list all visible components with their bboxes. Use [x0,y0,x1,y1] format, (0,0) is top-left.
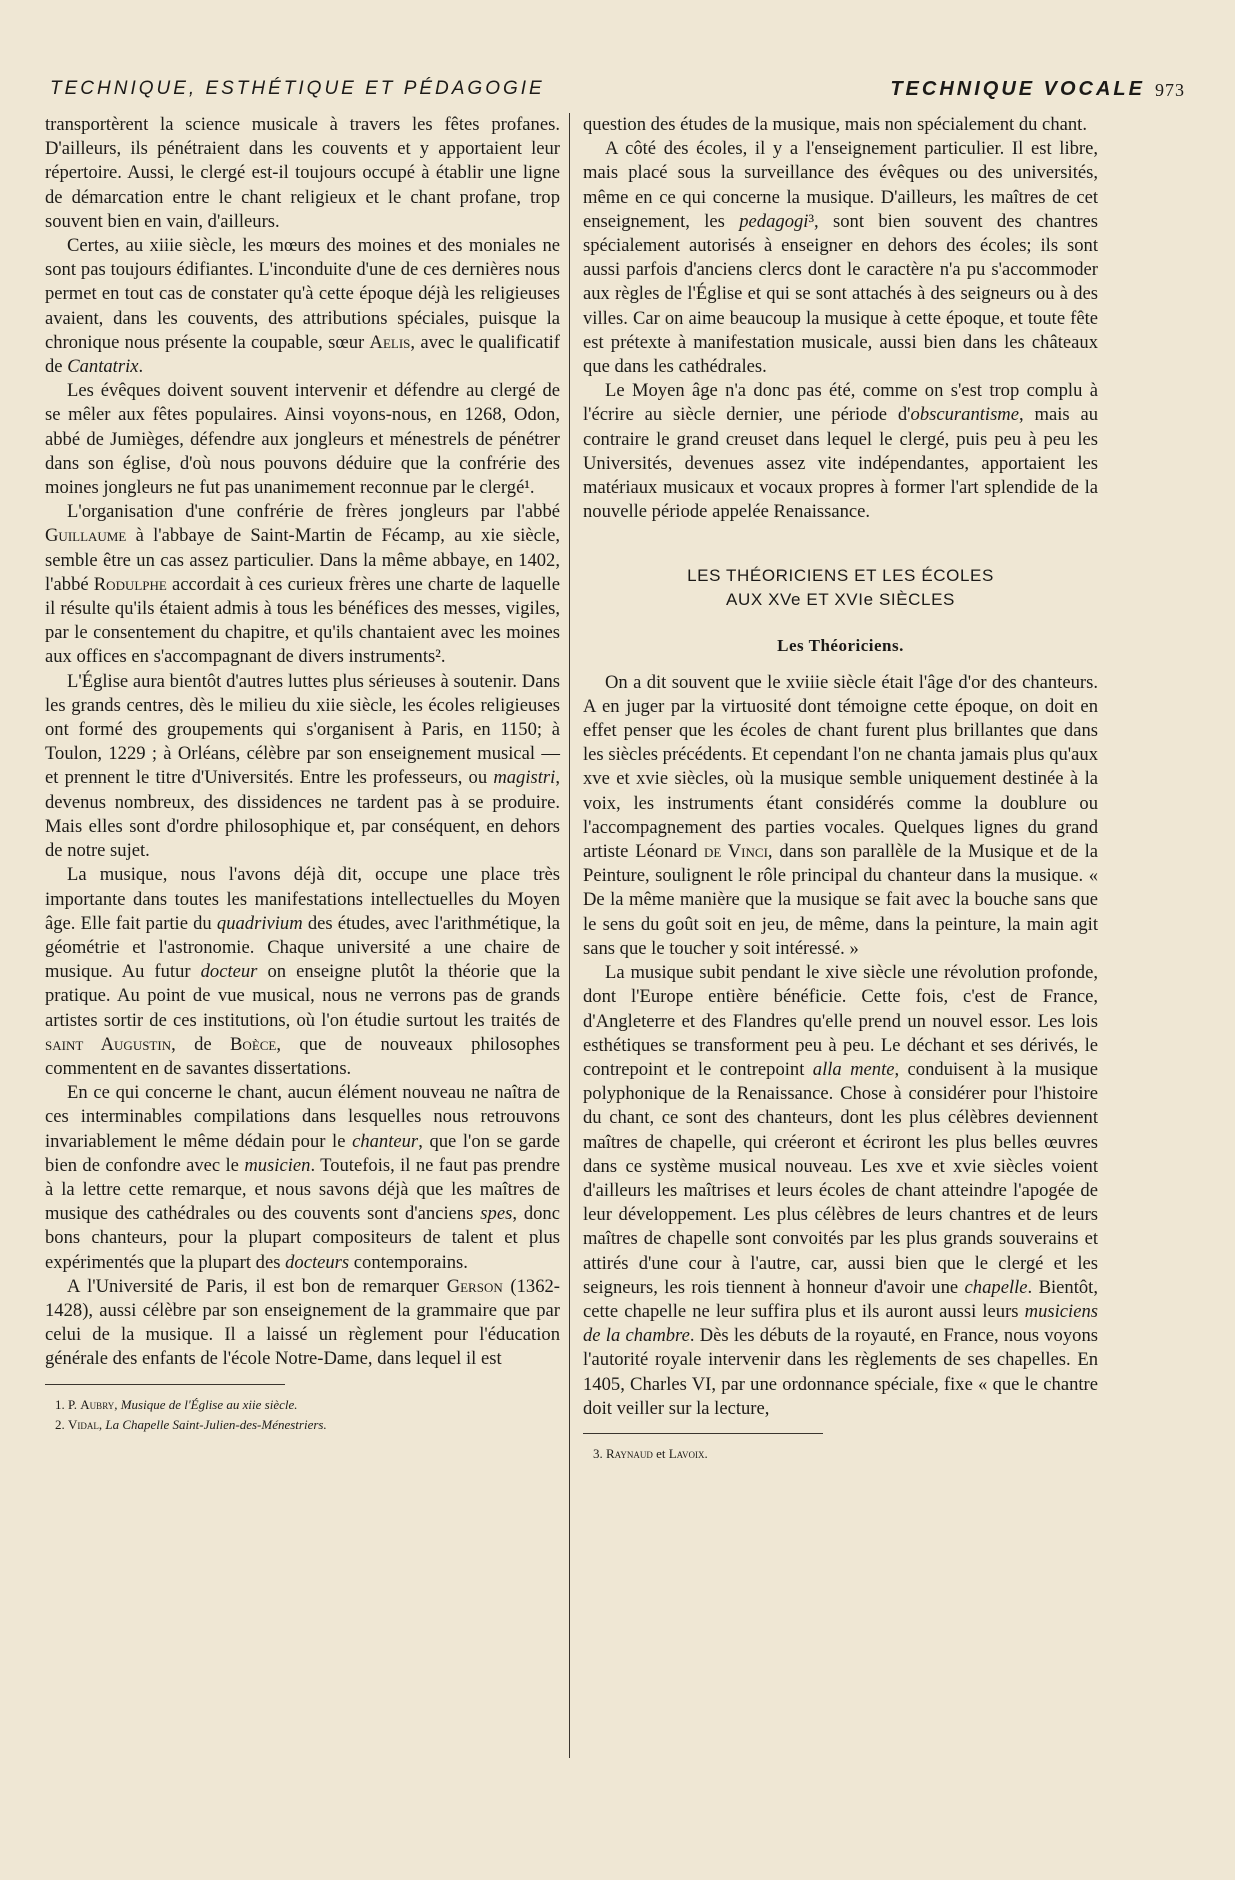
person-name: Guillaume [45,525,127,547]
running-title-left: TECHNIQUE, ESTHÉTIQUE ET PÉDAGOGIE [50,78,545,99]
column-divider [569,113,570,1758]
paragraph: Les évêques doivent souvent intervenir et défendre au clergé de se mêler aux fêtes populaires. Ainsi voyons-nous, en 1268, Odon, abbé de Jumièges, défendre aux jongleurs et ménestrels de pénétrer dans son église, d'où nous pouvons déduire que la confrérie des moines jongleurs ne fut pas unanimement reconnue par le clergé¹. [45,380,560,499]
paragraph: L'Église aura bientôt d'autres luttes plus sérieuses à soutenir. Dans les grands centres, dès le milieu du xiie siècle, les écoles religieuses ont formé des groupements qui s'organisent à Paris, en 1150; à Toulon, 1229 ; à Orléans, célèbre par son enseignement musical — et prennent le titre d'Universités. Entre les professeurs, ou magistri, devenus nombreux, des dissidences ne tardent pas à se produire. Mais elles sont d'ordre philosophique et, par conséquent, en dehors de notre sujet. [45,670,560,862]
page-header [50,78,1185,108]
right-column [583,113,1098,1464]
paragraph: La musique subit pendant le xive siècle une révolution profonde, dont l'Europe entière bénéficie. Cette fois, c'est de France, d'Angleterre et des Flandres qu'elle prend un nouvel essor. Les lois esthétiques se transforment peu à peu. Le déchant et ses dérivés, le contrepoint et le contrepoint alla mente, conduisent à la musique polyphonique de la Renaissance. Chose à considérer pour l'histoire du chant, ce sont des chanteurs, dont les plus célèbres deviennent maîtres de chapelle, qui créeront et écriront les plus belles œuvres dans ce système musical nouveau. Les xve et xvie siècles voient d'ailleurs les maîtrises et leurs écoles de chant atteindre l'apogée de leur développement. Les plus célèbres de leurs chantres et de leurs maîtres de chapelle sont convoités par les plus grands souverains et attirés d'une cour à l'autre, car, aussi bien que le clergé et les seigneurs, les rois tiennent à honneur d'avoir une chapelle. Bientôt, cette chapelle ne leur suffira plus et ils auront aussi leurs musiciens de la chambre. Dès les débuts de la royauté, en France, nous voyons l'autorité royale intervenir dans les règlements de ses chapelles. En 1405, Charles VI, par une ordonnance spéciale, fixe « que le chantre doit veiller sur la lecture, [583,962,1098,1419]
footnote-rule [583,1433,823,1434]
subheading: Les Théoriciens. [777,636,904,656]
paragraph: En ce qui concerne le chant, aucun élément nouveau ne naîtra de ces interminables compilations dans lesquelles nous retrouvons invariablement le même dédain pour le chanteur, que l'on se garde bien de confondre avec le musicien. Toutefois, il ne faut pas prendre à la lettre cette remarque, et nous savons déjà que les maîtres de musique des cathédrales ou des couvents sont d'anciens spes, donc bons chanteurs, pour la plupart compositeurs de talent et plus expérimentés que la plupart des docteurs contemporains. [45,1082,560,1273]
person-name: Aelis [369,331,411,353]
person-name: saint Augustin [45,1033,172,1055]
paragraph: transportèrent la science musicale à travers les fêtes profanes. D'ailleurs, ils pénétraient dans les couvents et y apportaient leur répertoire. Aussi, le clergé est-il toujours occupé à établir une ligne de démarcation entre le chant religieux et le chant profane, trop souvent bien en vain, d'ailleurs. [45,114,560,232]
paragraph: question des études de la musique, mais non spécialement du chant. [583,114,1087,135]
person-name: de Vinci [703,841,768,863]
footnote: 3. Raynaud et Lavoix. [593,1445,708,1461]
paragraph: A côté des écoles, il y a l'enseignement particulier. Il est libre, mais placé sous la surveillance des évêques ou des universités, même en ce qui concerne la musique. D'ailleurs, les maîtres de cet enseignement, les pedagogi³, sont bien souvent des chantres spécialement autorisés à enseigner en dehors des écoles; ils sont aussi parfois d'anciens clercs dont le caractère n'a pu s'accommoder aux règles de l'Église et qui se sont attachés à des seigneurs ou à des villes. Car on aime beaucoup la musique à cette époque, et toute fête est prétexte à manifestation musicale, aussi bien dans les châteaux que dans les cathédrales. [583,138,1098,378]
footnote: 1. P. Aubry, Musique de l'Église au xiie siècle. [55,1396,298,1412]
person-name: Boèce [230,1033,277,1055]
footnote-rule [45,1384,285,1385]
paragraph: A l'Université de Paris, il est bon de remarquer Gerson (1362-1428), aussi célèbre par son enseignement de la grammaire que par celui de la musique. Il a laissé un règlement pour l'éducation générale des enfants de l'école Notre-Dame, dans lequel il est [45,1275,560,1370]
paragraph: La musique, nous l'avons déjà dit, occupe une place très importante dans toutes les manifestations intellectuelles du Moyen âge. Elle fait partie du quadrivium des études, avec l'arithmétique, la géométrie et l'astronomie. Chaque université a une chaire de musique. Au futur docteur on enseigne plutôt la théorie que la pratique. Au point de vue musical, nous ne verrons pas de grands artistes sortir de ces institutions, où l'on étudie surtout les traités de saint Augustin, de Boèce, que de nouveaux philosophes commentent en de savantes dissertations. [45,864,561,1079]
page-number: 973 [1155,80,1185,100]
paragraph: L'organisation d'une confrérie de frères jongleurs par l'abbé Guillaume à l'abbaye de Saint-Martin de Fécamp, au xie siècle, semble être un cas assez particulier. Dans la même abbaye, en 1402, l'abbé Rodulphe accordait à ces curieux frères une charte de laquelle il résulte qu'ils étaient admis à tous les bénéfices des messes, vigiles, par le consentement du chapitre, et qu'ils chantaient avec les moines aux offices en s'accompagnant de divers instruments². [45,501,561,668]
person-name: Gerson [446,1275,503,1297]
paragraph: On a dit souvent que le xviiie siècle était l'âge d'or des chanteurs. A en juger par la virtuosité dont témoigne cette époque, on doit en effet penser que les écoles de chant furent plus brillantes que dans les siècles précédents. Et cependant l'on ne chanta jamais plus qu'aux xve et xvie siècles, où la musique semble uniquement destinée à la voix, les instruments étant considérés comme la doublure ou l'accompagnement des parties vocales. Quelques lignes du grand artiste Léonard de Vinci, dans son parallèle de la Musique et de la Peinture, soulignent le rôle principal du chanteur dans la musique. « De la même manière que la musique se fait avec la bouche sans que le sens du goût soit en jeu, de même, dans la peinture, la main agit sans que le toucher y soit intéressé. » [583,671,1098,959]
footnote: 2. Vidal, La Chapelle Saint-Julien-des-Ménestriers. [55,1416,327,1432]
person-name: Rodulphe [93,573,167,595]
paragraph: Certes, au xiiie siècle, les mœurs des moines et des moniales ne sont pas toujours édifiantes. L'inconduite d'une de ces dernières nous permet en tout cas de constater qu'à cette époque déjà les religieuses avaient, dans les couvents, des attributions spéciales, puisque la chronique nous présente la coupable, sœur Aelis, avec le qualificatif de Cantatrix. [45,235,560,378]
paragraph: Le Moyen âge n'a donc pas été, comme on s'est trop complu à l'écrire au siècle dernier, une période d'obscurantisme, mais au contraire le grand creuset dans lequel le clergé, puis peu à peu les Universités, devenues assez vite indépendantes, apportaient les matériaux musicaux et vocaux propres à former l'art splendide de la nouvelle période appelée Renaissance. [583,380,1098,523]
running-title-right: TECHNIQUE VOCALE [890,78,1145,100]
section-heading: LES THÉORICIENS ET LES ÉCOLES AUX XVe ET XVIe SIÈCLES [687,566,994,610]
left-column [45,113,560,1435]
